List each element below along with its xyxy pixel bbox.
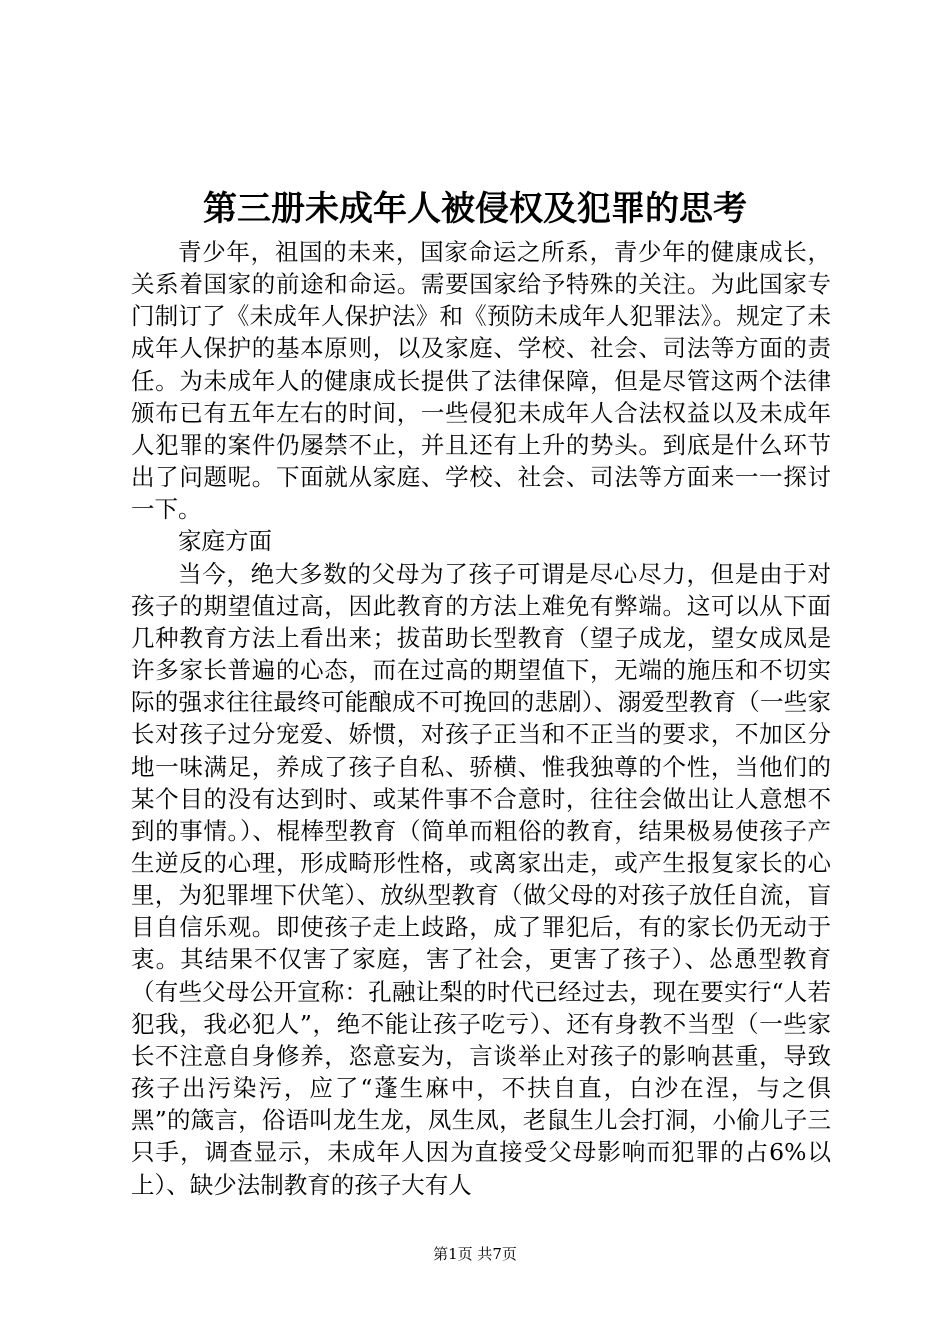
intro-paragraph: 青少年，祖国的未来，国家命运之所系，青少年的健康成长，关系着国家的前途和命运。需要国家给予特殊的关注。为此国家专门制订了《未成年人保护法》和《预防未成年人犯罪法》。规定了未成年人保护的基本原则，以及家庭、学校、社会、司法等方面的责任。为未成年人的健康成长提供了法律保障，但是尽管这两个法律颁布已有五年左右的时间，一些侵犯未成年人合法权益以及未成年人犯罪的案件仍屡禁不止，并且还有上升的势头。到底是什么环节出了问题呢。下面就从家庭、学校、社会、司法等方面来一一探讨一下。 <box>131 238 831 524</box>
page-number-footer: 第1页 共7页 <box>433 1245 517 1263</box>
document-title: 第三册未成年人被侵权及犯罪的思考 <box>203 189 747 229</box>
section-heading-family: 家庭方面 <box>178 527 272 556</box>
family-paragraph: 当今，绝大多数的父母为了孩子可谓是尽心尽力，但是由于对孩子的期望值过高，因此教育的方法上难免有弊端。这可以从下面几种教育方法上看出来；拔苗助长型教育（望子成龙，望女成凤是许多家长普遍的心态，而在过高的期望值下，无端的施压和不切实际的强求往往最终可能酿成不可挽回的悲剧）、溺爱型教育（一些家长对孩子过分宠爱、娇惯，对孩子正当和不正当的要求，不加区分地一味满足，养成了孩子自私、骄横、惟我独尊的个性，当他们的某个目的没有达到时、或某件事不合意时，往往会做出让人意想不到的事情。）、棍棒型教育（简单而粗俗的教育，结果极易使孩子产生逆反的心理，形成畸形性格，或离家出走，或产生报复家长的心里，为犯罪埋下伏笔）、放纵型教育（做父母的对孩子放任自流，盲目自信乐观。即使孩子走上歧路，成了罪犯后，有的家长仍无动于衷。其结果不仅害了家庭，害了社会，更害了孩子）、怂恿型教育（有些父母公开宣称：孔融让梨的时代已经过去，现在要实行“人若犯我，我必犯人”，绝不能让孩子吃亏）、还有身教不当型（一些家长不注意自身修养，恣意妄为，言谈举止对孩子的影响甚重，导致孩子出污染污，应了“蓬生麻中，不扶自直，白沙在涅，与之俱黑”的箴言，俗语叫龙生龙，凤生凤，老鼠生儿会打洞，小偷儿子三只手，调查显示，未成年人因为直接受父母影响而犯罪的占6%以上）、缺少法制教育的孩子大有人 <box>131 559 831 1199</box>
document-body <box>131 236 831 1201</box>
